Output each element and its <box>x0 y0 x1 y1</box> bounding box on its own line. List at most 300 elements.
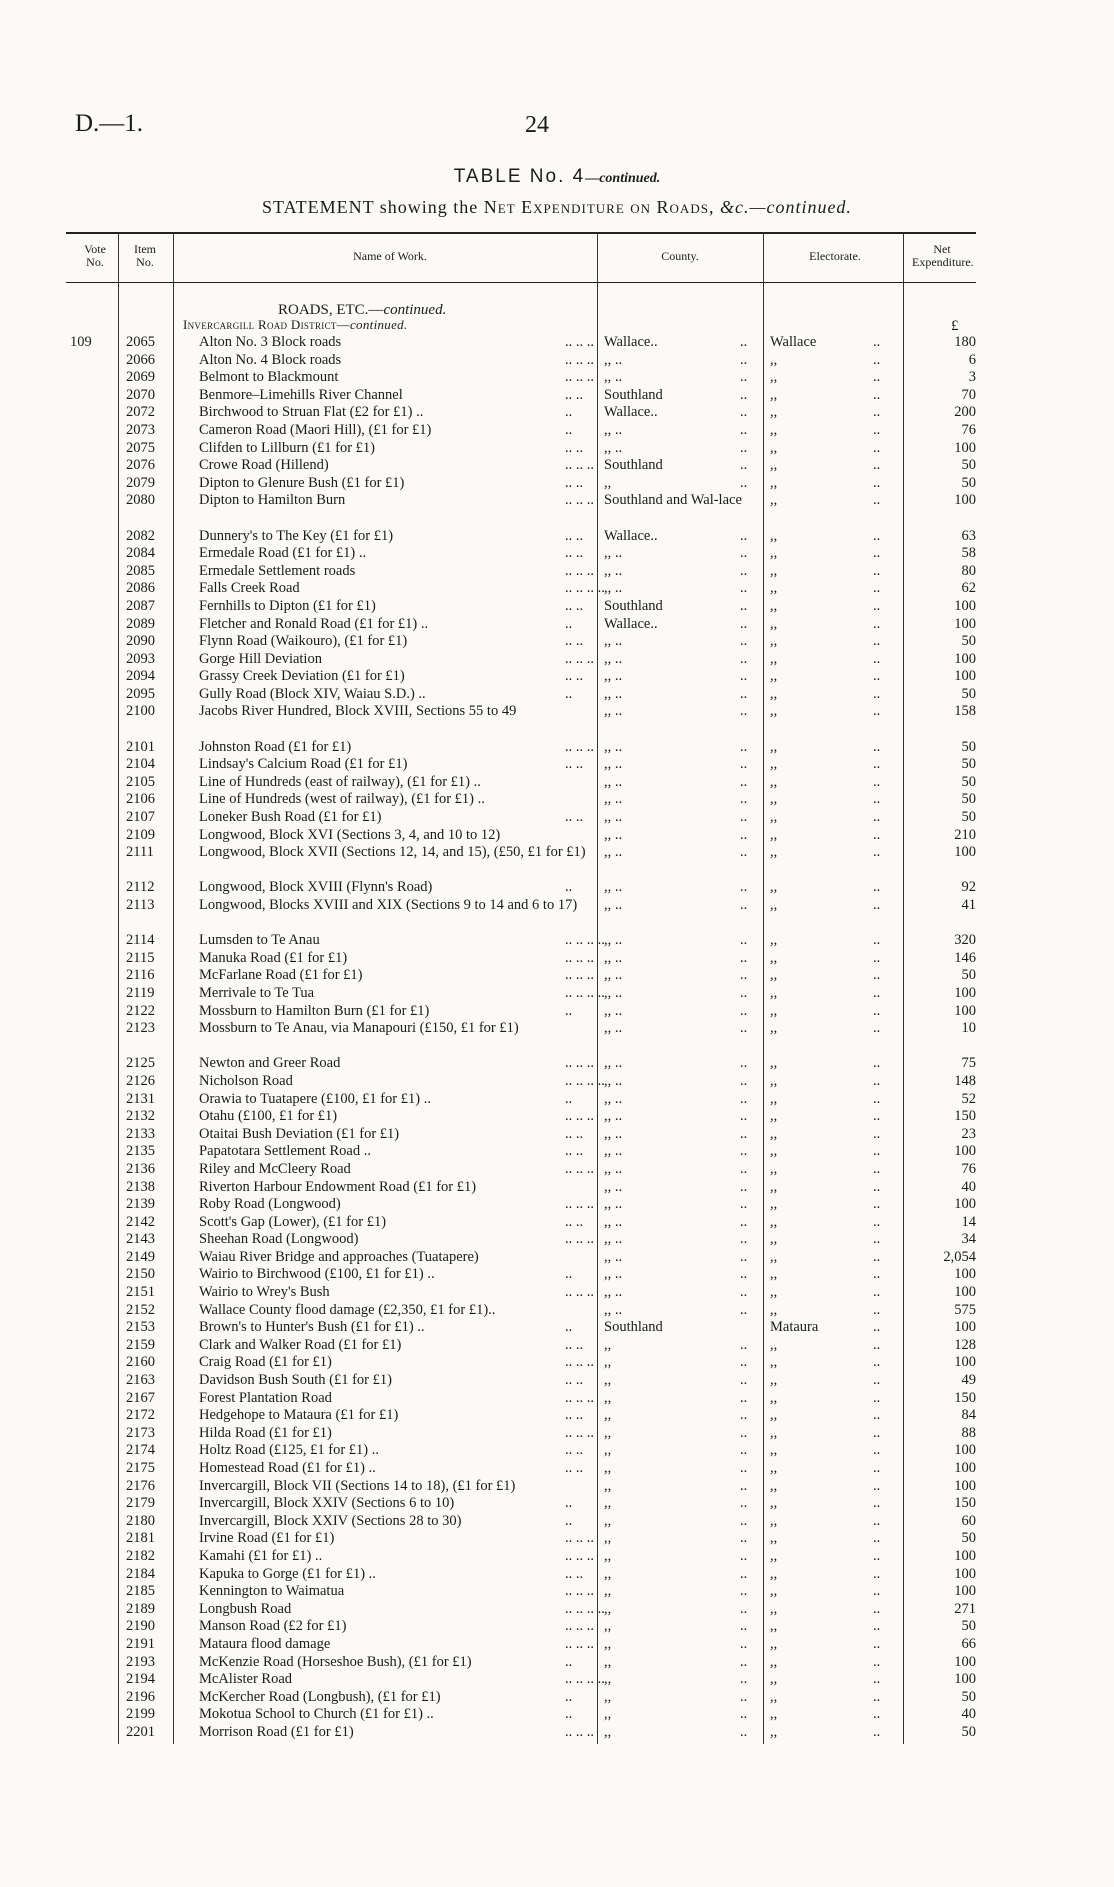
county-cell: Wallace.. <box>604 334 658 350</box>
electorate-cell: ,, <box>770 1530 778 1547</box>
leader-dots: .. <box>565 879 573 896</box>
currency-symbol: £ <box>951 318 959 334</box>
leader-dots: .. <box>740 615 748 632</box>
county-cell: ,, .. <box>604 1284 623 1301</box>
leader-dots: .. <box>873 1600 881 1617</box>
item-number: 2191 <box>126 1635 155 1652</box>
work-name: Riverton Harbour Endowment Road (£1 for £1) <box>199 1178 477 1195</box>
county-cell: ,, .. <box>604 1178 623 1195</box>
county-cell: ,, <box>604 1688 612 1705</box>
statement-text: STATEMENT showing the <box>262 197 479 217</box>
leader-dots: .. <box>740 1512 748 1529</box>
item-number: 2136 <box>126 1160 155 1177</box>
item-number: 2181 <box>126 1530 155 1547</box>
county-cell: ,, .. <box>604 1020 623 1037</box>
net-expenditure-cell: 100 <box>954 597 976 614</box>
leader-dots: .. <box>565 1266 573 1283</box>
leader-dots: .. .. <box>565 439 584 456</box>
work-name: Crowe Road (Hillend) <box>199 457 329 474</box>
electorate-cell: ,, <box>770 474 778 491</box>
work-name: Lindsay's Calcium Road (£1 for £1) <box>199 756 408 773</box>
district-heading <box>183 317 408 333</box>
leader-dots: .. .. .. <box>565 1354 594 1371</box>
work-name: Mossburn to Hamilton Burn (£1 for £1) <box>199 1002 430 1019</box>
leader-dots: .. <box>873 1723 881 1740</box>
leader-dots: .. <box>740 756 748 773</box>
table-row <box>0 563 1114 581</box>
table-row <box>0 422 1114 440</box>
table-row <box>0 651 1114 669</box>
electorate-cell: Mataura <box>770 1319 819 1336</box>
electorate-cell: ,, <box>770 984 778 1001</box>
net-expenditure-cell: 50 <box>961 791 976 808</box>
county-cell: ,, <box>604 1565 612 1582</box>
leader-dots: .. <box>873 1583 881 1600</box>
county-cell: ,, .. <box>604 1301 623 1318</box>
work-name: Flynn Road (Waikouro), (£1 for £1) <box>199 633 408 650</box>
net-expenditure-cell: 84 <box>961 1407 976 1424</box>
electorate-cell: ,, <box>770 1442 778 1459</box>
work-name: Belmont to Blackmount <box>199 369 339 386</box>
table-row <box>0 1372 1114 1390</box>
leader-dots: .. .. .. <box>565 1547 594 1564</box>
electorate-cell: ,, <box>770 439 778 456</box>
leader-dots: .. .. .. .. <box>565 984 605 1001</box>
county-cell: ,, .. <box>604 826 623 843</box>
table-row <box>0 1706 1114 1724</box>
leader-dots: .. .. .. <box>565 1389 594 1406</box>
net-expenditure-cell: 100 <box>954 1266 976 1283</box>
leader-dots: .. <box>740 773 748 790</box>
table-row <box>0 1390 1114 1408</box>
item-number: 2072 <box>126 404 155 421</box>
leader-dots: .. <box>740 421 748 438</box>
header-bottom-rule <box>66 282 976 283</box>
electorate-cell: ,, <box>770 1160 778 1177</box>
net-expenditure-cell: 150 <box>954 1389 976 1406</box>
net-expenditure-cell: 100 <box>954 1583 976 1600</box>
item-number: 2143 <box>126 1231 155 1248</box>
work-name: Morrison Road (£1 for £1) <box>199 1723 354 1740</box>
table-row <box>0 791 1114 809</box>
work-name: Scott's Gap (Lower), (£1 for £1) <box>199 1213 387 1230</box>
table-row <box>0 809 1114 827</box>
leader-dots: .. <box>740 1653 748 1670</box>
county-cell: ,, .. <box>604 897 623 913</box>
leader-dots: .. <box>740 1248 748 1265</box>
table-row <box>0 1231 1114 1249</box>
work-name: Dipton to Hamilton Burn <box>199 492 346 509</box>
net-expenditure-cell: 100 <box>954 1671 976 1688</box>
item-number: 2107 <box>126 809 155 826</box>
leader-dots: .. .. <box>565 597 584 614</box>
county-cell: ,, <box>604 474 612 491</box>
leader-dots: .. <box>740 1442 748 1459</box>
net-expenditure-cell: 50 <box>961 1723 976 1740</box>
county-cell: Wallace.. <box>604 404 658 421</box>
net-expenditure-cell: 128 <box>954 1336 976 1353</box>
electorate-cell: ,, <box>770 1090 778 1107</box>
net-expenditure-cell: 50 <box>961 773 976 790</box>
net-expenditure-cell: 50 <box>961 1688 976 1705</box>
table-row <box>0 404 1114 422</box>
leader-dots: .. .. .. <box>565 1108 594 1125</box>
leader-dots: .. <box>740 897 748 913</box>
leader-dots: .. <box>740 1407 748 1424</box>
leader-dots: .. <box>873 615 881 632</box>
leader-dots: .. <box>740 527 748 544</box>
net-expenditure-cell: 50 <box>961 633 976 650</box>
electorate-cell: ,, <box>770 1583 778 1600</box>
table-row <box>0 1583 1114 1601</box>
county-cell: ,, .. <box>604 1248 623 1265</box>
work-name: Johnston Road (£1 for £1) <box>199 738 352 755</box>
county-cell: ,, <box>604 1460 612 1476</box>
table-row <box>0 1020 1114 1055</box>
table-row <box>0 1214 1114 1232</box>
table-row <box>0 1284 1114 1302</box>
table-row <box>0 1196 1114 1214</box>
electorate-cell: ,, <box>770 1565 778 1582</box>
work-name: Hilda Road (£1 for £1) <box>199 1424 332 1441</box>
leader-dots: .. <box>873 404 881 421</box>
work-name: McAlister Road <box>199 1671 293 1688</box>
leader-dots: .. <box>740 1125 748 1142</box>
table-row <box>0 1618 1114 1636</box>
county-cell: ,, <box>604 1600 612 1617</box>
county-cell: Southland <box>604 457 663 474</box>
county-cell: ,, .. <box>604 1160 623 1177</box>
vote-number: 109 <box>70 334 92 350</box>
table-row <box>0 1337 1114 1355</box>
item-number: 2175 <box>126 1460 155 1476</box>
item-number: 2112 <box>126 879 155 896</box>
leader-dots: .. <box>740 844 748 861</box>
leader-dots: .. <box>740 1354 748 1371</box>
leader-dots: .. <box>740 1160 748 1177</box>
electorate-cell: ,, <box>770 1336 778 1353</box>
item-number: 2093 <box>126 650 155 667</box>
county-cell: ,, .. <box>604 791 623 808</box>
electorate-cell: ,, <box>770 1266 778 1283</box>
county-cell: ,, .. <box>604 668 623 685</box>
leader-dots: .. <box>873 1266 881 1283</box>
work-name: McKenzie Road (Horseshoe Bush), (£1 for £1) <box>199 1653 472 1670</box>
table-row <box>0 528 1114 546</box>
work-name: Alton No. 4 Block roads <box>199 351 342 368</box>
work-name: Clifden to Lillburn (£1 for £1) <box>199 439 375 456</box>
work-name: Kapuka to Gorge (£1 for £1) .. <box>199 1565 376 1582</box>
electorate-cell: ,, <box>770 1108 778 1125</box>
leader-dots: .. <box>873 879 881 896</box>
leader-dots: .. <box>740 545 748 562</box>
net-expenditure-cell: 150 <box>954 1108 976 1125</box>
item-number: 2085 <box>126 562 155 579</box>
county-cell: ,, .. <box>604 809 623 826</box>
electorate-cell: ,, <box>770 826 778 843</box>
item-number: 2076 <box>126 457 155 474</box>
leader-dots: .. <box>740 1688 748 1705</box>
county-cell: ,, .. <box>604 545 623 562</box>
leader-dots: .. <box>873 1319 881 1336</box>
header-name: Name of Work. <box>353 249 427 263</box>
leader-dots: .. .. .. <box>565 949 594 966</box>
leader-dots: .. <box>873 1635 881 1652</box>
leader-dots: .. <box>873 1407 881 1424</box>
work-name: Dunnery's to The Key (£1 for £1) <box>199 527 394 544</box>
leader-dots: .. <box>873 439 881 456</box>
leader-dots: .. .. .. <box>565 738 594 755</box>
leader-dots: .. <box>740 1213 748 1230</box>
leader-dots: .. .. <box>565 1407 584 1424</box>
item-number: 2105 <box>126 773 155 790</box>
table-row <box>0 440 1114 458</box>
table-row <box>0 897 1114 932</box>
work-name: Kennington to Waimatua <box>199 1583 345 1600</box>
net-expenditure-cell: 100 <box>954 1319 976 1336</box>
leader-dots: .. <box>740 1723 748 1740</box>
table-row <box>0 1319 1114 1337</box>
leader-dots: .. <box>740 1372 748 1389</box>
electorate-cell: ,, <box>770 1600 778 1617</box>
leader-dots: .. <box>873 932 881 949</box>
county-cell: ,, .. <box>604 949 623 966</box>
statement-smallcaps: Net Expenditure on Roads, <box>483 197 715 217</box>
electorate-cell: ,, <box>770 545 778 562</box>
leader-dots: .. <box>740 967 748 984</box>
net-expenditure-cell: 3 <box>968 369 976 386</box>
electorate-cell: ,, <box>770 844 778 861</box>
table-row <box>0 387 1114 405</box>
county-cell: ,, <box>604 1336 612 1353</box>
work-name: Longbush Road <box>199 1600 292 1617</box>
item-number: 2104 <box>126 756 155 773</box>
leader-dots: .. .. .. .. <box>565 1072 605 1089</box>
net-expenditure-cell: 23 <box>961 1125 976 1142</box>
leader-dots: .. <box>873 809 881 826</box>
item-number: 2196 <box>126 1688 155 1705</box>
leader-dots: .. .. .. <box>565 650 594 667</box>
county-cell: ,, .. <box>604 369 623 386</box>
work-name: Line of Hundreds (east of railway), (£1 for £1) .. <box>199 773 481 790</box>
table-row <box>0 1601 1114 1619</box>
leader-dots: .. <box>873 1160 881 1177</box>
table-row <box>0 352 1114 370</box>
work-name: Ermedale Settlement roads <box>199 562 356 579</box>
county-cell: Wallace.. <box>604 527 658 544</box>
electorate-cell: ,, <box>770 615 778 632</box>
item-number: 2150 <box>126 1266 155 1283</box>
leader-dots: .. .. <box>565 1565 584 1582</box>
electorate-cell: ,, <box>770 1407 778 1424</box>
leader-dots: .. <box>565 1688 573 1705</box>
electorate-cell: ,, <box>770 1143 778 1160</box>
electorate-cell: ,, <box>770 1196 778 1213</box>
table-row <box>0 1654 1114 1672</box>
net-expenditure-cell: 100 <box>954 1143 976 1160</box>
net-expenditure-cell: 70 <box>961 386 976 403</box>
county-cell: Southland <box>604 597 663 614</box>
work-name: Dipton to Glenure Bush (£1 for £1) <box>199 474 405 491</box>
leader-dots: .. <box>565 1002 573 1019</box>
net-expenditure-cell: 50 <box>961 738 976 755</box>
county-cell: Southland <box>604 1319 663 1336</box>
county-cell: ,, <box>604 1723 612 1740</box>
electorate-cell: ,, <box>770 1706 778 1723</box>
county-cell: ,, .. <box>604 1196 623 1213</box>
leader-dots: .. .. <box>565 809 584 826</box>
leader-dots: .. .. .. <box>565 562 594 579</box>
net-expenditure-cell: 50 <box>961 1530 976 1547</box>
table-row <box>0 1126 1114 1144</box>
leader-dots: .. <box>873 1688 881 1705</box>
leader-dots: .. <box>873 1090 881 1107</box>
leader-dots: .. <box>565 404 573 421</box>
electorate-cell: ,, <box>770 1635 778 1652</box>
electorate-cell: ,, <box>770 1618 778 1635</box>
leader-dots: .. .. .. <box>565 1284 594 1301</box>
leader-dots: .. <box>873 421 881 438</box>
item-number: 2089 <box>126 615 155 632</box>
work-name: Sheehan Road (Longwood) <box>199 1231 359 1248</box>
item-number: 2199 <box>126 1706 155 1723</box>
table-row <box>0 1478 1114 1496</box>
electorate-cell: ,, <box>770 597 778 614</box>
work-name: Roby Road (Longwood) <box>199 1196 341 1213</box>
leader-dots: .. <box>873 826 881 843</box>
item-number: 2073 <box>126 421 155 438</box>
leader-dots: .. .. .. <box>565 457 594 474</box>
net-expenditure-cell: 50 <box>961 685 976 702</box>
county-cell: ,, <box>604 1583 612 1600</box>
leader-dots: .. <box>873 1072 881 1089</box>
electorate-cell: ,, <box>770 1072 778 1089</box>
electorate-cell: ,, <box>770 1372 778 1389</box>
work-name: Hedgehope to Mataura (£1 for £1) <box>199 1407 399 1424</box>
county-cell: ,, <box>604 1530 612 1547</box>
leader-dots: .. <box>873 386 881 403</box>
county-cell: Wallace.. <box>604 615 658 632</box>
county-cell: ,, .. <box>604 984 623 1001</box>
electorate-cell: ,, <box>770 773 778 790</box>
electorate-cell: ,, <box>770 1389 778 1406</box>
electorate-cell: ,, <box>770 1020 778 1037</box>
county-cell: ,, <box>604 1547 612 1564</box>
net-expenditure-cell: 49 <box>961 1372 976 1389</box>
leader-dots: .. .. .. <box>565 369 594 386</box>
header-item: Item No. <box>134 242 156 269</box>
item-number: 2086 <box>126 580 155 597</box>
leader-dots: .. <box>873 545 881 562</box>
work-name: Mataura flood damage <box>199 1635 331 1652</box>
table-row <box>0 545 1114 563</box>
table-row <box>0 1671 1114 1689</box>
leader-dots: .. <box>565 1319 573 1336</box>
work-name: Loneker Bush Road (£1 for £1) <box>199 809 382 826</box>
item-number: 2180 <box>126 1512 155 1529</box>
work-name: Davidson Bush South (£1 for £1) <box>199 1372 392 1389</box>
table-row <box>0 827 1114 845</box>
county-cell: ,, .. <box>604 351 623 368</box>
electorate-cell: ,, <box>770 404 778 421</box>
electorate-cell: ,, <box>770 756 778 773</box>
leader-dots: .. <box>740 932 748 949</box>
county-cell: ,, .. <box>604 844 623 861</box>
net-expenditure-cell: 41 <box>961 897 976 913</box>
net-expenditure-cell: 52 <box>961 1090 976 1107</box>
item-number: 2126 <box>126 1072 155 1089</box>
leader-dots: .. <box>740 474 748 491</box>
electorate-cell: ,, <box>770 1723 778 1740</box>
net-expenditure-cell: 100 <box>954 1460 976 1476</box>
work-name: Clark and Walker Road (£1 for £1) <box>199 1336 402 1353</box>
table-subtitle <box>0 197 1114 218</box>
item-number: 2119 <box>126 984 155 1001</box>
leader-dots: .. .. .. <box>565 967 594 984</box>
net-expenditure-cell: 148 <box>954 1072 976 1089</box>
leader-dots: .. <box>873 1002 881 1019</box>
electorate-cell: ,, <box>770 369 778 386</box>
net-expenditure-cell: 58 <box>961 545 976 562</box>
county-cell: ,, .. <box>604 703 623 720</box>
electorate-cell: ,, <box>770 879 778 896</box>
county-cell: ,, .. <box>604 879 623 896</box>
table-row <box>0 1425 1114 1443</box>
electorate-cell: ,, <box>770 1248 778 1265</box>
header-vote: Vote No. <box>84 242 106 269</box>
work-name: Manuka Road (£1 for £1) <box>199 949 348 966</box>
leader-dots: .. .. <box>565 1442 584 1459</box>
county-cell: ,, .. <box>604 1266 623 1283</box>
leader-dots: .. <box>740 633 748 650</box>
leader-dots: .. <box>740 334 748 350</box>
item-number: 2100 <box>126 703 155 720</box>
item-number: 2194 <box>126 1671 155 1688</box>
county-cell: ,, .. <box>604 756 623 773</box>
leader-dots: .. <box>873 1372 881 1389</box>
leader-dots: .. <box>873 1512 881 1529</box>
county-cell: ,, <box>604 1618 612 1635</box>
county-cell: ,, <box>604 1372 612 1389</box>
county-cell: ,, .. <box>604 650 623 667</box>
net-expenditure-cell: 34 <box>961 1231 976 1248</box>
leader-dots: .. <box>873 1389 881 1406</box>
electorate-cell: ,, <box>770 1213 778 1230</box>
page-number: 24 <box>525 112 549 138</box>
electorate-cell: Wallace <box>770 334 817 350</box>
net-expenditure-cell: 76 <box>961 1160 976 1177</box>
leader-dots: .. <box>873 703 881 720</box>
leader-dots: .. <box>873 1424 881 1441</box>
leader-dots: .. <box>873 1108 881 1125</box>
net-expenditure-cell: 75 <box>961 1055 976 1072</box>
county-cell: ,, <box>604 1635 612 1652</box>
item-number: 2189 <box>126 1600 155 1617</box>
electorate-cell: ,, <box>770 633 778 650</box>
leader-dots: .. <box>740 1178 748 1195</box>
leader-dots: .. <box>873 1653 881 1670</box>
leader-dots: .. .. .. <box>565 492 594 509</box>
leader-dots: .. <box>873 1055 881 1072</box>
leader-dots: .. <box>740 1002 748 1019</box>
table-row <box>0 1442 1114 1460</box>
leader-dots: .. .. .. <box>565 1723 594 1740</box>
leader-dots: .. <box>873 1565 881 1582</box>
electorate-cell: ,, <box>770 1354 778 1371</box>
work-name: Holtz Road (£125, £1 for £1) .. <box>199 1442 380 1459</box>
leader-dots: .. .. .. <box>565 1583 594 1600</box>
work-name: Irvine Road (£1 for £1) <box>199 1530 335 1547</box>
